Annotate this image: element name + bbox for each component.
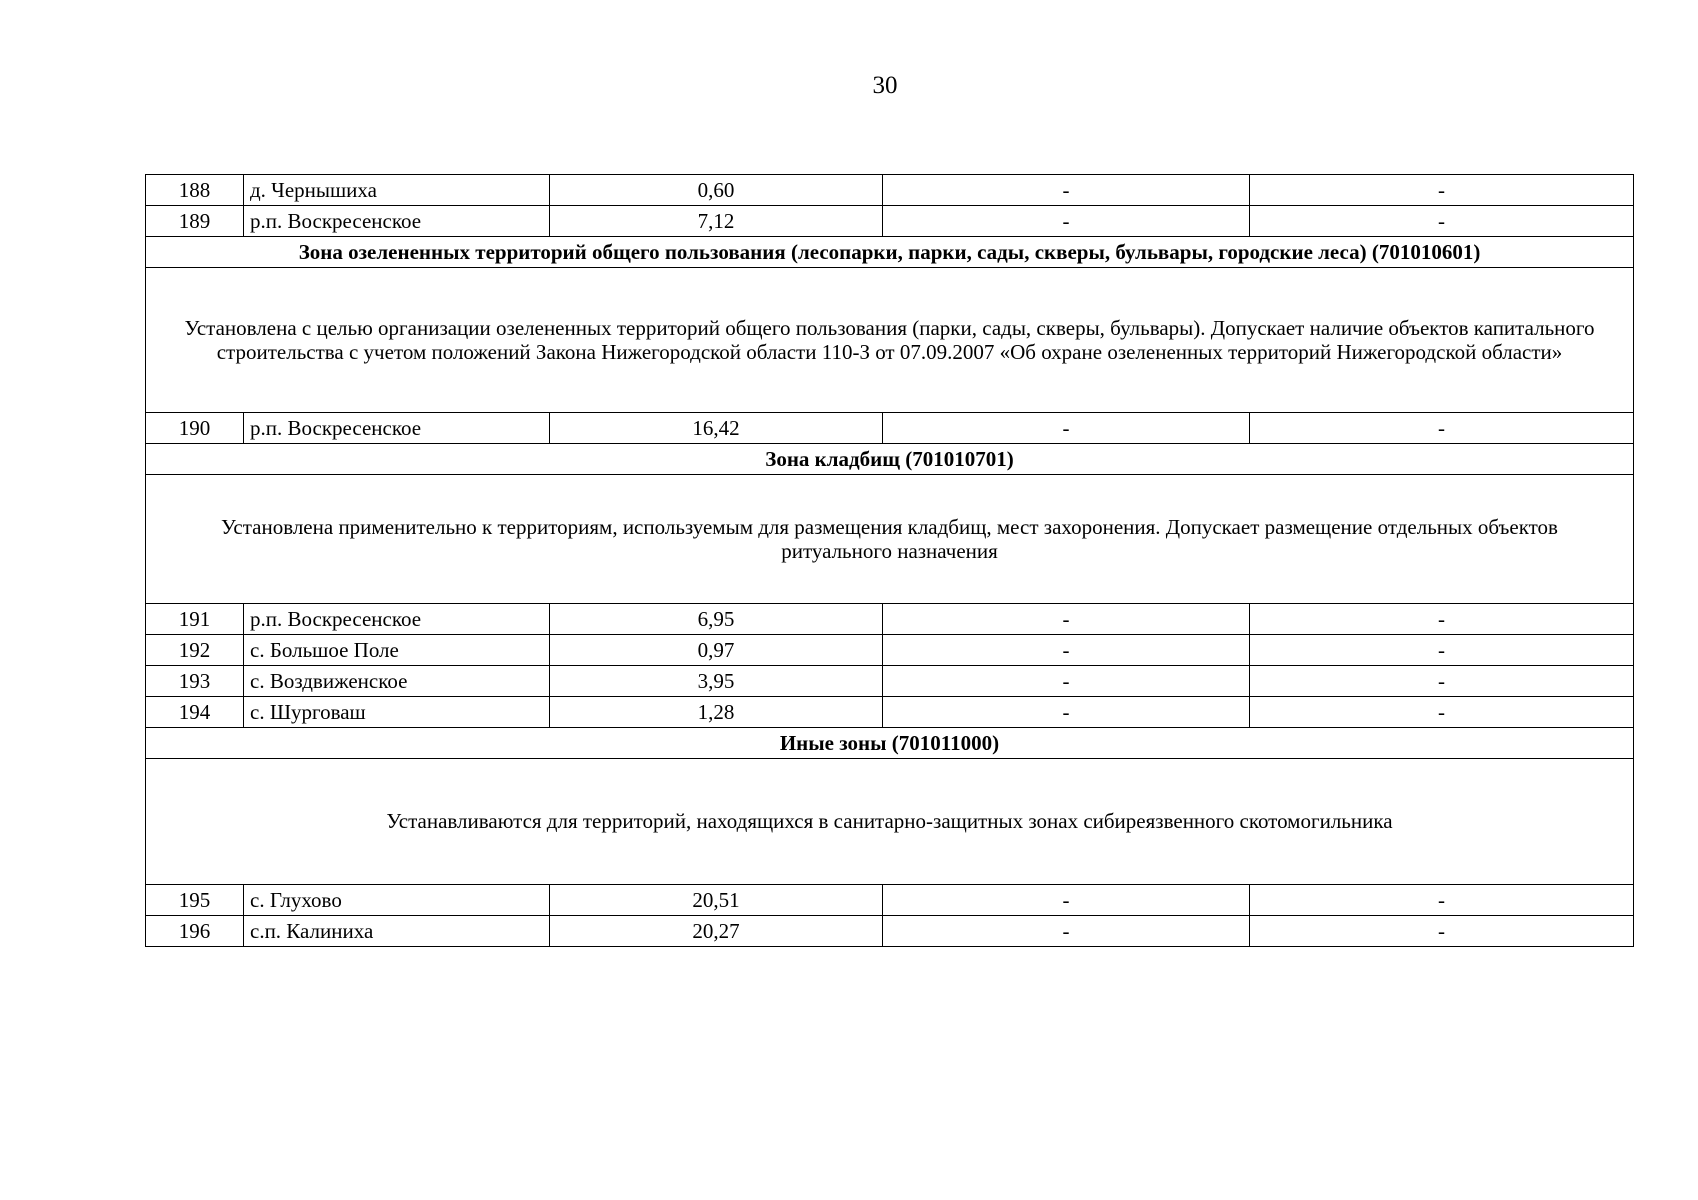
settlement-name: р.п. Воскресенское [244, 206, 550, 237]
settlement-name: р.п. Воскресенское [244, 413, 550, 444]
col5-value: - [1250, 635, 1634, 666]
row-number: 192 [146, 635, 244, 666]
settlement-name: с. Воздвиженское [244, 666, 550, 697]
table-row [146, 885, 1634, 916]
zone-header-row [146, 237, 1634, 268]
zone-title-green: Зона озелененных территорий общего пользования (лесопарки, парки, сады, скверы, бульвары, городские леса) (701010601) [146, 237, 1634, 268]
row-number: 188 [146, 175, 244, 206]
row-number: 194 [146, 697, 244, 728]
area-value: 16,42 [550, 413, 883, 444]
col5-value: - [1250, 885, 1634, 916]
zone-description-row [146, 268, 1634, 413]
area-value: 1,28 [550, 697, 883, 728]
row-number: 189 [146, 206, 244, 237]
settlement-name: р.п. Воскресенское [244, 604, 550, 635]
zone-title-other: Иные зоны (701011000) [146, 728, 1634, 759]
zone-description-other: Устанавливаются для территорий, находящихся в санитарно-защитных зонах сибиреязвенного скотомогильника [146, 759, 1634, 885]
zone-description-cemetery: Установлена применительно к территориям, используемым для размещения кладбищ, мест захоронения. Допускает размещение отдельных объектов ритуального назначения [146, 475, 1634, 604]
col4-value: - [883, 916, 1250, 947]
area-value: 20,27 [550, 916, 883, 947]
row-number: 195 [146, 885, 244, 916]
area-value: 0,60 [550, 175, 883, 206]
table-row [146, 413, 1634, 444]
settlement-name: с. Шурговаш [244, 697, 550, 728]
settlement-name: с. Большое Поле [244, 635, 550, 666]
col5-value: - [1250, 916, 1634, 947]
row-number: 193 [146, 666, 244, 697]
page-number: 30 [872, 72, 898, 99]
settlement-name: с. Глухово [244, 885, 550, 916]
col4-value: - [883, 697, 1250, 728]
area-value: 3,95 [550, 666, 883, 697]
area-value: 20,51 [550, 885, 883, 916]
col4-value: - [883, 175, 1250, 206]
area-value: 0,97 [550, 635, 883, 666]
row-number: 190 [146, 413, 244, 444]
settlement-name: д. Чернышиха [244, 175, 550, 206]
col5-value: - [1250, 604, 1634, 635]
col4-value: - [883, 885, 1250, 916]
col4-value: - [883, 413, 1250, 444]
table-row [146, 175, 1634, 206]
col5-value: - [1250, 206, 1634, 237]
settlement-name: с.п. Калиниха [244, 916, 550, 947]
area-value: 6,95 [550, 604, 883, 635]
col4-value: - [883, 206, 1250, 237]
zones-table [145, 174, 1634, 947]
table-row [146, 697, 1634, 728]
col4-value: - [883, 635, 1250, 666]
col4-value: - [883, 666, 1250, 697]
table-row [146, 206, 1634, 237]
zone-header-row [146, 728, 1634, 759]
area-value: 7,12 [550, 206, 883, 237]
col5-value: - [1250, 175, 1634, 206]
zone-title-cemetery: Зона кладбищ (701010701) [146, 444, 1634, 475]
col5-value: - [1250, 413, 1634, 444]
col5-value: - [1250, 666, 1634, 697]
table-row [146, 635, 1634, 666]
zone-header-row [146, 444, 1634, 475]
row-number: 196 [146, 916, 244, 947]
col4-value: - [883, 604, 1250, 635]
zone-description-row [146, 475, 1634, 604]
table-row [146, 666, 1634, 697]
zone-description-row [146, 759, 1634, 885]
zone-description-green: Установлена с целью организации озелененных территорий общего пользования (парки, сады, скверы, бульвары). Допускает наличие объектов капитального строительства с учетом положений Закона Нижегородской области 110-З от 07.09.2007 «Об охране озелененных территорий Нижегородской области» [146, 268, 1634, 413]
table-row [146, 604, 1634, 635]
table-row [146, 916, 1634, 947]
col5-value: - [1250, 697, 1634, 728]
row-number: 191 [146, 604, 244, 635]
